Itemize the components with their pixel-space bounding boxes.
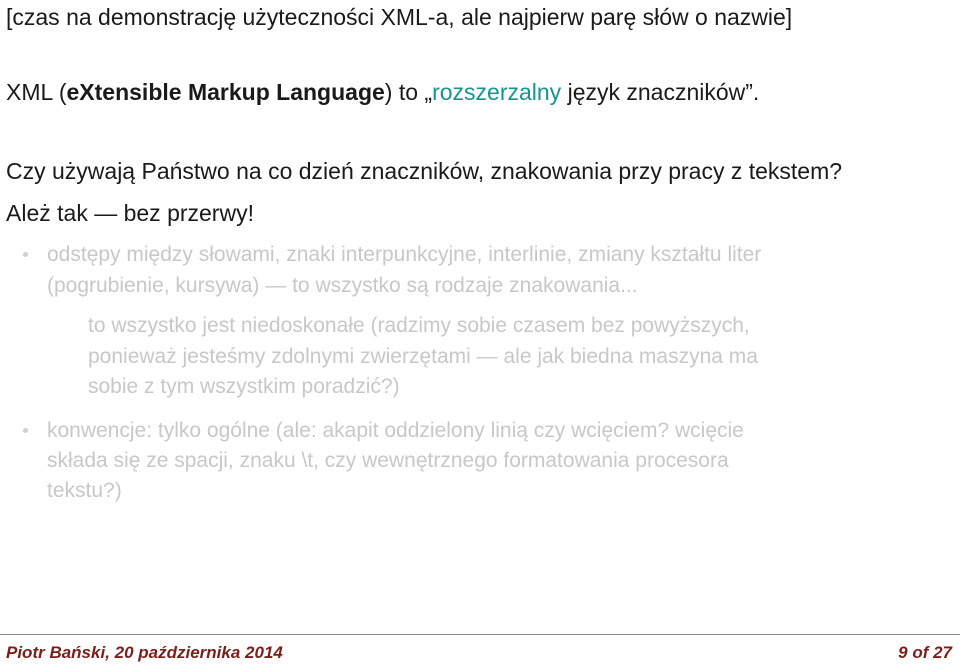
xml-l: L [276, 79, 291, 105]
question-line: Czy używają Państwo na co dzień znaczników, znakowania przy pracy z tekstem? [6, 158, 843, 184]
page-number: 9 of 27 [898, 643, 952, 662]
bullet-1-line-1: odstępy między słowami, znaki interpunkcyjne, interlinie, zmiany kształtu liter [47, 243, 762, 266]
subnote-line-1: to wszystko jest niedoskonałe (radzimy sobie czasem bez powyższych, [88, 314, 750, 337]
bullet-dot-1 [23, 252, 28, 257]
footer-author-date: Piotr Bański, 20 października 2014 [6, 643, 283, 662]
bullet-2-line-3: tekstu?) [47, 479, 122, 502]
xml-ex: eX [66, 79, 95, 105]
bullet-1-line-2: (pogrubienie, kursywa) — to wszystko są rodzaje znakowania... [47, 274, 638, 297]
intro-line: [czas na demonstrację użyteczności XML-a, ale najpierw parę słów o nazwie] [6, 4, 793, 30]
footer-divider [0, 634, 960, 635]
xml-highlight: rozszerzalny [432, 79, 562, 105]
xml-arkup: arkup [207, 79, 277, 105]
bullet-dot-2 [23, 428, 28, 433]
xml-anguage: anguage [290, 79, 385, 105]
bullet-2-line-1: konwencje: tylko ogólne (ale: akapit oddzielony linią czy wcięciem? wcięcie [47, 419, 744, 442]
xml-middle: ) to „ [384, 79, 433, 105]
subnote-line-2: ponieważ jesteśmy zdolnymi zwierzętami — ale jak biedna maszyna ma [88, 345, 758, 368]
xml-prefix: XML ( [6, 79, 67, 105]
xml-definition-line [6, 78, 759, 106]
xml-suffix: język znaczników”. [561, 79, 760, 105]
subnote-line-3: sobie z tym wszystkim poradzić?) [88, 375, 400, 398]
xml-tensible: tensible [94, 79, 188, 105]
answer-line: Ależ tak — bez przerwy! [6, 200, 254, 226]
xml-m: M [187, 79, 208, 105]
bullet-2-line-2: składa się ze spacji, znaku \t, czy wewnętrznego formatowania procesora [47, 449, 729, 472]
